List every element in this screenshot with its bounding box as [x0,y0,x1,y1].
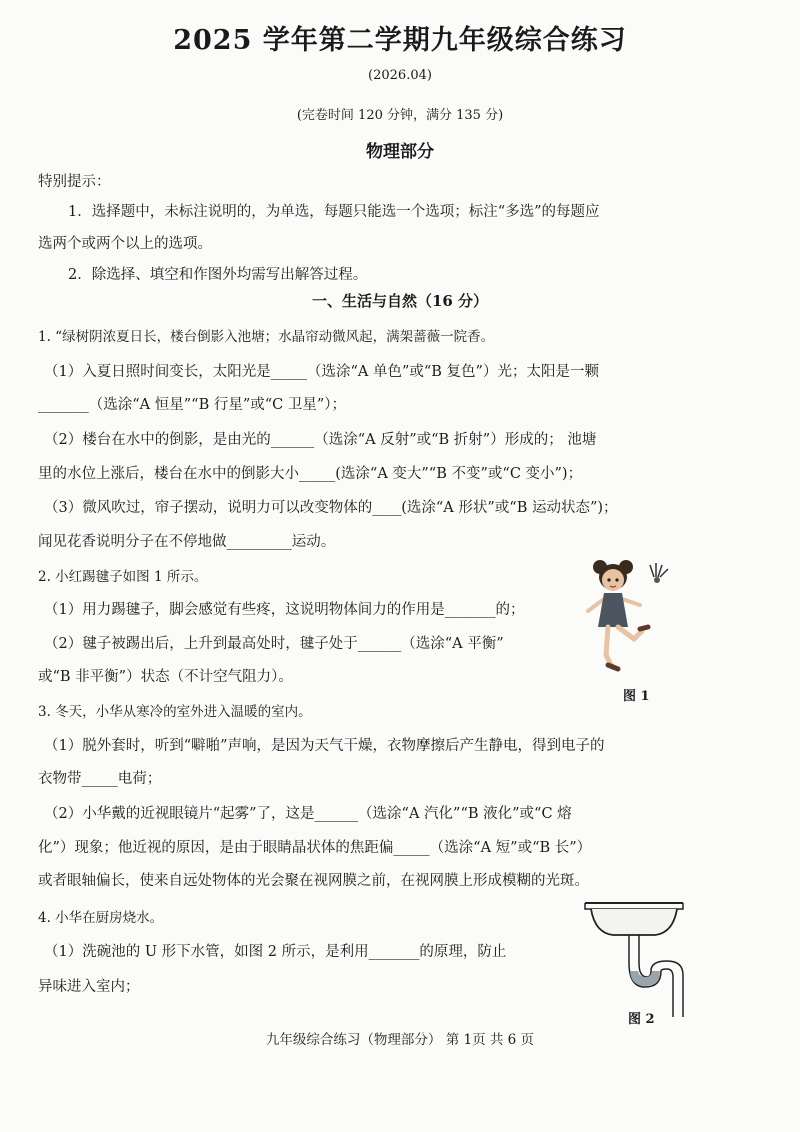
page-title: 2025 学年第二学期九年级综合练习 [173,25,627,56]
q4-stem: 4. 小华在厨房烧水。 [38,910,164,926]
figure-2-label: 图 2 [628,1012,655,1027]
q3-p2-line3: 或者眼轴偏长，使来自远处物体的光会聚在视网膜之前，在视网膜上形成模糊的光斑。 [38,873,589,889]
notes-heading: 特别提示： [38,174,111,190]
q2-p1: （1）用力踢毽子，脚会感觉有些疼，这说明物体间力的作用是_______的； [44,602,525,618]
q2-p2-line2: 或“B 非平衡”）状态（不计空气阻力）。 [38,669,293,685]
q1-p3-line2: 闻见花香说明分子在不停地做_________运动。 [38,534,336,550]
notes-item2: 2．除选择、填空和作图外均需写出解答过程。 [68,267,368,283]
q3-stem: 3. 冬天，小华从寒冷的室外进入温暖的室内。 [38,704,312,720]
exam-time-info: (完卷时间 120 分钟，满分 135 分) [296,108,504,123]
q3-p1-line1: （1）脱外套时，听到“噼啪”声响，是因为天气干燥，衣物摩擦后产生静电，得到电子的 [44,738,605,754]
q1-p1-line1: （1）入夏日照时间变长，太阳光是_____（选涂“A 单色”或“B 复色”）光；太阳是一颗 [44,364,599,380]
notes-item1-line1: 1．选择题中，未标注说明的，为单选，每题只能选一个选项；标注“多选”的每题应 [68,204,600,220]
page-footer: 九年级综合练习（物理部分） 第 1页 共 6 页 [265,1032,535,1048]
q3-p1-line2: 衣物带_____电荷； [38,771,162,787]
figure-1-girl-kicking-shuttlecock [582,555,682,685]
q3-p2-line2: 化”）现象；他近视的原因，是由于眼睛晶状体的焦距偏_____（选涂“A 短”或“B 长”） [38,840,592,856]
section1-title: 一、生活与自然（16 分） [311,292,489,310]
part-title: 物理部分 [366,142,434,162]
q1-stem: 1. “绿树阴浓夏日长，楼台倒影入池塘；水晶帘动微风起，满架蔷薇一院香。 [38,329,495,345]
q4-p1-line1: （1）洗碗池的 U 形下水管，如图 2 所示，是利用_______的原理，防止 [44,944,507,960]
figure-1-label: 图 1 [623,689,650,704]
q3-p2-line1: （2）小华戴的近视眼镜片“起雾”了，这是______（选涂“A 汽化”“B 液化”或“C 熔 [44,806,572,822]
exam-date: (2026.04) [368,68,432,83]
q2-stem: 2. 小红踢毽子如图 1 所示。 [38,569,208,585]
q1-p2-line1: （2）楼台在水中的倒影，是由光的______（选涂“A 反射”或“B 折射”）形成的； 池塘 [44,432,597,448]
figure-2-sink-u-pipe [583,895,698,1025]
notes-item1-line2: 选两个或两个以上的选项。 [38,236,212,252]
q1-p1-line2: _______（选涂“A 恒星”“B 行星”或“C 卫星”）； [38,397,347,413]
q4-p1-line2: 异味进入室内； [38,979,140,995]
q2-p2-line1: （2）毽子被踢出后，上升到最高处时，毽子处于______（选涂“A 平衡” [44,636,504,652]
q1-p2-line2: 里的水位上涨后，楼台在水中的倒影大小_____(选涂“A 变大”“B 不变”或“C 变小”)； [38,466,583,482]
q1-p3-line1: （3）微风吹过，帘子摆动，说明力可以改变物体的____(选涂“A 形状”或“B 运动状态”)； [44,500,618,516]
